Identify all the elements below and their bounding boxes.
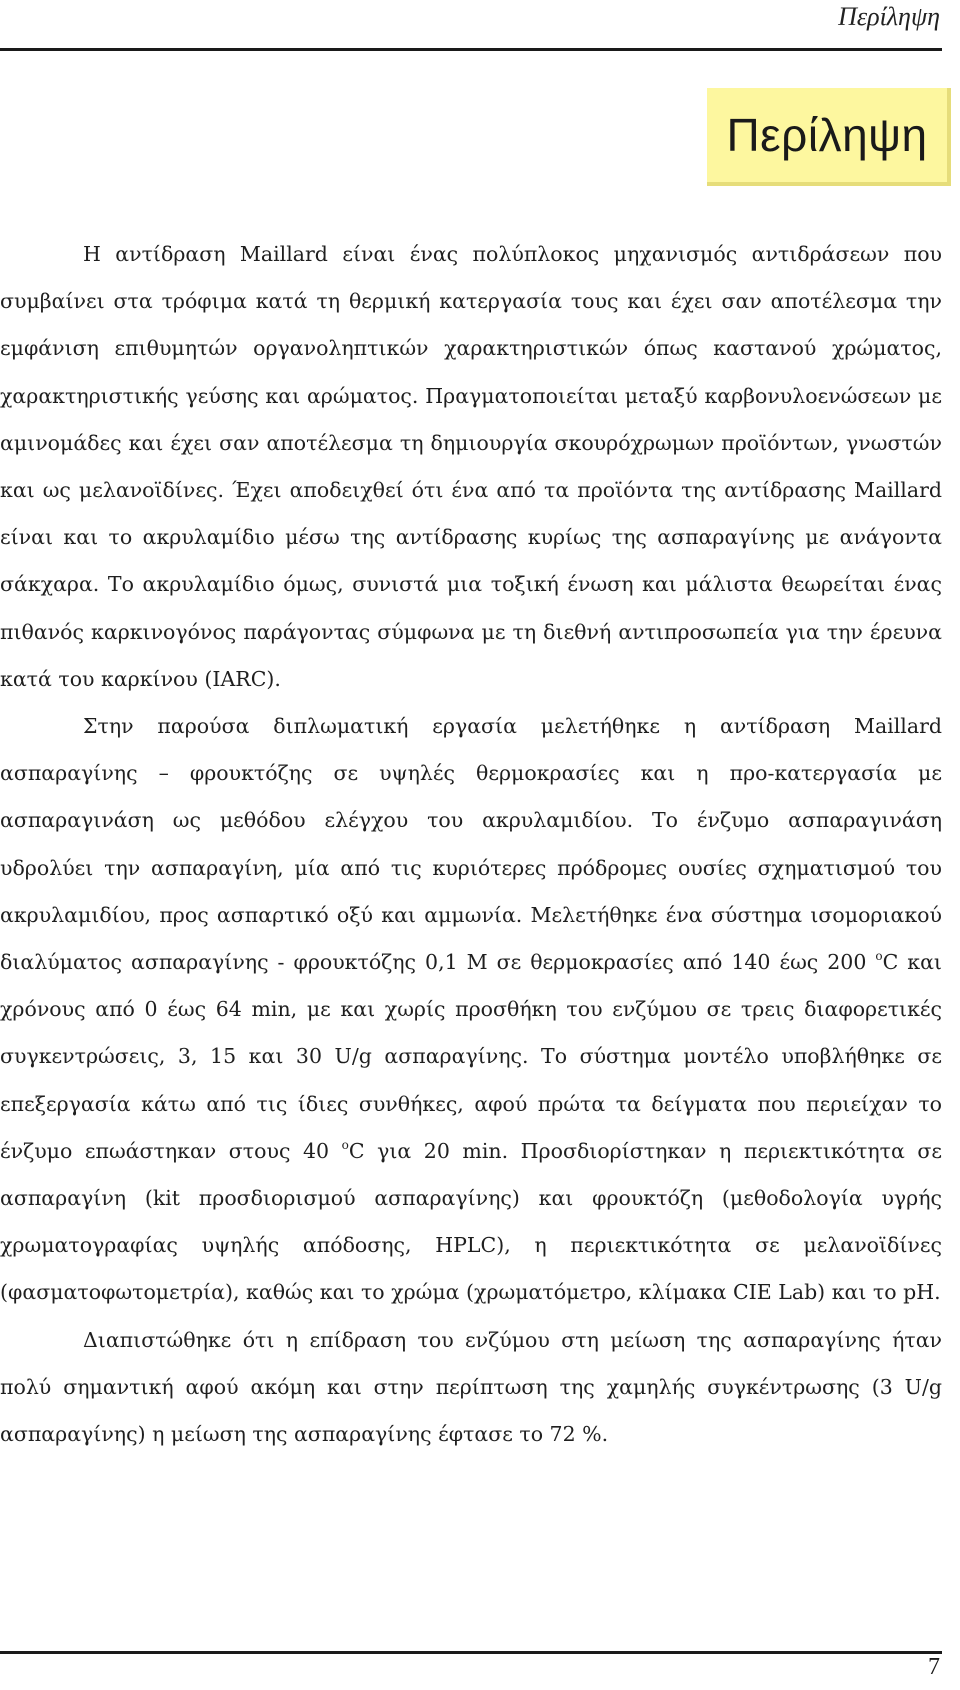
footer-rule xyxy=(0,1651,942,1654)
page-number: 7 xyxy=(928,1654,940,1680)
paragraph-2-part-a: Στην παρούσα διπλωματική εργασία μελετήθηκε η αντίδραση Maillard ασπαραγίνης – φρουκτόζης σε υψηλές θερμοκρασίες και η προ-κατεργασία με ασπαραγινάση ως μεθόδου ελέγχου του ακρυλαμιδίου. Το ένζυμο ασπαραγινάση υδρολύει την ασπαραγίνη, μία από τις κυριότερες πρόδρομες ουσίες σχηματισμού του ακρυλαμιδίου, προς ασπαρτικό οξύ και αμμωνία. Μελετήθηκε ένα σύστημα ισομοριακού διαλύματος ασπαραγίνης - φρουκτόζης 0,1 Μ σε θερμοκρασίες από 140 έως 200 xyxy=(0,714,942,975)
page-title: Περίληψη xyxy=(726,109,928,161)
paragraph-3: Διαπιστώθηκε ότι η επίδραση του ενζύμου στη μείωση της ασπαραγίνης ήταν πολύ σημαντική αφού ακόμη και στην περίπτωση της χαμηλής συγκέντρωσης (3 U/g ασπαραγίνης) η μείωση της ασπαραγίνης έφτασε το 72 %. xyxy=(0,1327,942,1447)
paragraph-2-part-c: C για 20 min. Προσδιορίστηκαν η περιεκτικότητα σε ασπαραγίνη (kit προσδιορισμού ασπαραγίνης) και φρουκτόζη (μεθοδολογία υγρής χρωματογραφίας υψηλής απόδοσης, HPLC), η περιεκτικότητα σε μελανοϊδίνες (φασματοφωτομετρία), καθώς και το χρώμα (χρωματόμετρο, κλίμακα CIE Lab) και το pH. xyxy=(0,1138,942,1305)
header-rule xyxy=(0,48,942,51)
running-header: Περίληψη xyxy=(838,2,940,31)
abstract-body xyxy=(0,231,942,1458)
title-box xyxy=(707,88,951,186)
degree-superscript: ο xyxy=(341,1137,349,1152)
paragraph-1: Η αντίδραση Maillard είναι ένας πολύπλοκος μηχανισμός αντιδράσεων που συμβαίνει στα τρόφιμα κατά τη θερμική κατεργασία τους και έχει σαν αποτέλεσμα την εμφάνιση επιθυμητών οργανοληπτικών χαρακτηριστικών όπως καστανού χρώματος, χαρακτηριστικής γεύσης και αρώματος. Πραγματοποιείται μεταξύ καρβονυλοενώσεων με αμινομάδες και έχει σαν αποτέλεσμα τη δημιουργία σκουρόχρωμων προϊόντων, γνωστών και ως μελανοϊδίνες. Έχει αποδειχθεί ότι ένα από τα προϊόντα της αντίδρασης Maillard είναι και το ακρυλαμίδιο μέσω της αντίδρασης κυρίως της ασπαραγίνης με ανάγοντα σάκχαρα. Το ακρυλαμίδιο όμως, συνιστά μια τοξική ένωση και μάλιστα θεωρείται ένας πιθανός καρκινογόνος παράγοντας σύμφωνα με τη διεθνή αντιπροσωπεία για την έρευνα κατά του καρκίνου (IARC). xyxy=(0,242,942,691)
degree-superscript: ο xyxy=(875,949,883,964)
paragraph-2-part-b: C και χρόνους από 0 έως 64 min, με και χωρίς προσθήκη του ενζύμου σε τρεις διαφορετικές συγκεντρώσεις, 3, 15 και 30 U/g ασπαραγίνης. Το σύστημα μοντέλο υποβλήθηκε σε επεξεργασία κάτω από τις ίδιες συνθήκες, αφού πρώτα τα δείγματα που περιείχαν το ένζυμο επωάστηκαν στους 40 xyxy=(0,950,942,1163)
paragraph-2 xyxy=(0,703,942,1317)
